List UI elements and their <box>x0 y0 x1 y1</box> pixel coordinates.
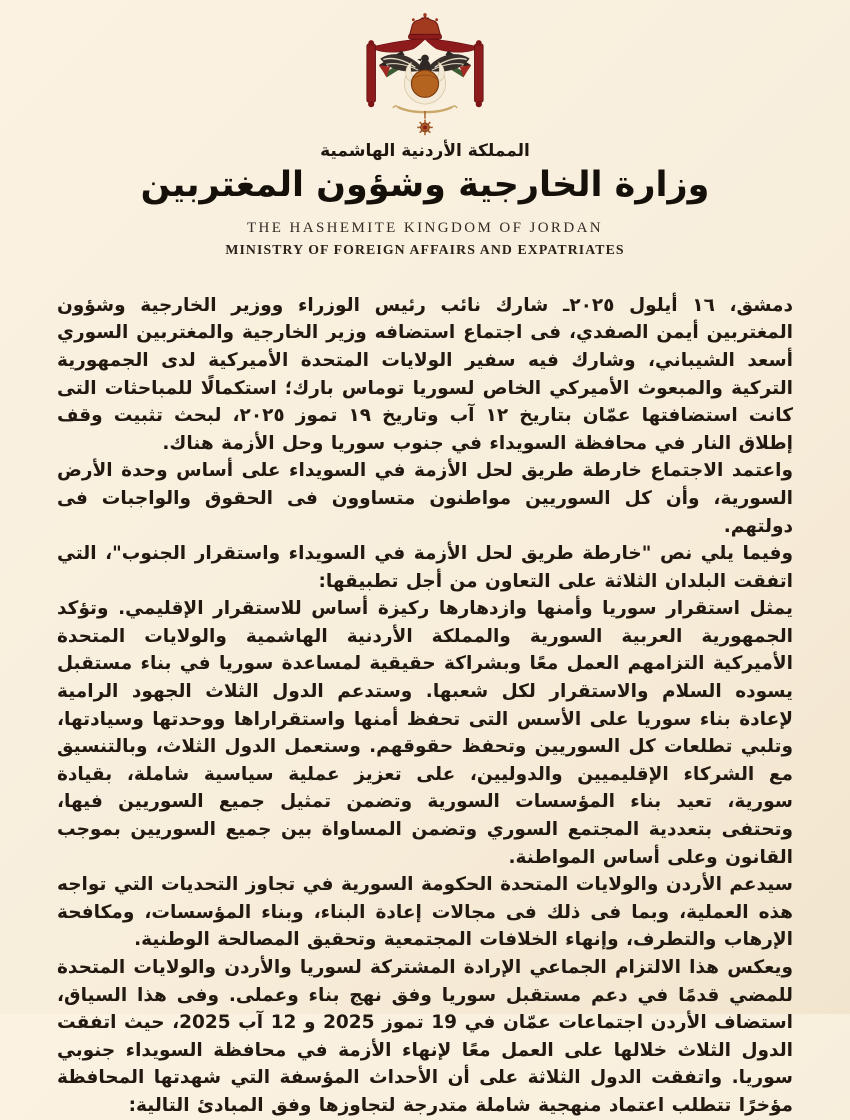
paragraph-roadmap-adoption: واعتمد الاجتماع خارطة طريق لحل الأزمة في السويداء على أساس وحدة الأرض السورية، وأن كل السوريين مواطنون متساوون فى الحقوق والواجبات فى دولتهم. <box>57 460 793 537</box>
medal-icon <box>417 111 433 135</box>
paragraph-collective-commitment: ويعكس هذا الالتزام الجماعي الإرادة المشتركة لسوريا والأردن والولايات المتحدة للمضي قدمًا في دعم مستقبل سوريا وفق نهج بناء وعملى. وفى هذا السياق، استضاف الأردن اجتماعات عمّان في 19 تموز 2025 و 12 آب 2025، حيث اتفقت الدول الثلاث خلالها على العمل معًا لإنهاء الأزمة في محافظة السويداء جنوبي سوريا. واتفقت الدول الثلاثة على أن الأحداث المؤسفة التي شهدتها المحافظة مؤخرًا تتطلب اعتماد منهجية شاملة متدرجة لتجاوزها وفق المبادئ التالية: <box>57 957 793 1116</box>
paragraph-support-challenges: سيدعم الأردن والولايات المتحدة الحكومة السورية في تجاوز التحديات التي تواجه هذه العملية، وبما فى ذلك فى مجالات إعادة البناء، وبناء المؤسسات، ومكافحة الإرهاب والتطرف، وإنهاء الخلافات المجتمعية وتحقيق المصالحة الوطنية. <box>57 874 793 951</box>
letterhead <box>0 0 850 258</box>
globe-icon <box>411 70 438 97</box>
press-release-body <box>57 292 793 1120</box>
kingdom-name-english: THE HASHEMITE KINGDOM OF JORDAN <box>246 219 604 236</box>
paragraph-dateline: دمشق، ١٦ أيلول ٢٠٢٥ـ شارك نائب رئيس الوزراء ووزير الخارجية وشؤون المغتربين أيمن الصفدي، فى اجتماع استضافه وزير الخارجية والمغتربين السوري أسعد الشيباني، وشارك فيه سفير الولايات المتحدة الأميركية لدى الجمهورية التركية والمبعوث الأميركي الخاص لسوريا توماس بارك؛ استكمالًا للمباحثات التى كانت استضافتها عمّان بتاريخ ١٢ آب وتاريخ ١٩ تموز ٢٠٢٥، لبحث تثبيت وقف إطلاق النار في محافظة السويداء في جنوب سوريا وحل الأزمة هناك. <box>57 294 793 454</box>
ministry-name-arabic-calligraphy: وزارة الخارجية وشؤون المغتربين <box>140 165 710 205</box>
paragraph-stability-commitment: يمثل استقرار سوريا وأمنها وازدهارها ركيزة أساس للاستقرار الإقليمي. وتؤكد الجمهورية العربية السورية والمملكة الأردنية الهاشمية والولايات المتحدة الأميركية التزامهم العمل معًا وبشراكة حقيقية لمساعدة سوريا في بناء مستقبل يسوده السلام والاستقرار لكل شعبها. وستدعم الدول الثلاث الجهود الرامية لإعادة بناء سوريا على الأسس التى تحفظ أمنها واستقراراها ووحدتها وسيادتها، وتلبي تطلعات كل السوريين وتحفظ حقوقهم. وستعمل الدول الثلاث، وبالتنسيق مع الشركاء الإقليميين والدوليين، على تعزيز عملية سياسية شاملة، بقيادة سورية، تعيد بناء المؤسسات السورية وتضمن تمثيل جميع السوريين فيها، وتحتفى بتعددية المجتمع السوري وتضمن المساواة بين جميع السوريين بموجب القانون وعلى أساس المواطنة. <box>57 598 793 868</box>
kingdom-name-arabic: المملكة الأردنية الهاشمية <box>320 141 530 161</box>
jordan-coat-of-arms-icon <box>347 12 503 140</box>
paragraph-roadmap-intro: وفيما يلي نص "خارطة طريق لحل الأزمة في السويداء واستقرار الجنوب"، التي اتفقت البلدان الثلاثة على التعاون من أجل تطبيقها: <box>57 543 793 592</box>
ministry-name-english: MINISTRY OF FOREIGN AFFAIRS AND EXPATRIATES <box>225 241 625 257</box>
crown-icon <box>409 13 442 39</box>
